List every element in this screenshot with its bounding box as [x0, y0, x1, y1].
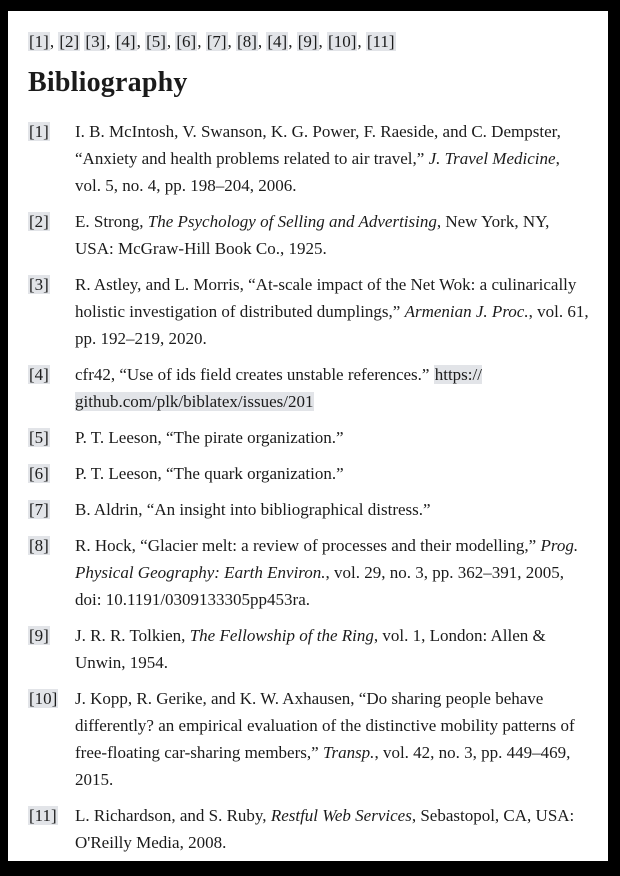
entry-text: [75, 685, 590, 793]
bibliography-entry: [28, 460, 590, 487]
entry-text-segment: L. Richardson, and S. Ruby,: [75, 806, 271, 825]
entry-text: [75, 361, 590, 415]
entry-text: [75, 622, 590, 676]
bibliography-entry: [28, 496, 590, 523]
entry-label-column: [28, 361, 75, 388]
citation-separator: ,: [318, 32, 328, 51]
citation-separator: ,: [257, 32, 267, 51]
entry-label-column: [28, 622, 75, 649]
citation-link[interactable]: [9]: [297, 32, 318, 51]
entry-label[interactable]: [3]: [29, 275, 49, 294]
entry-label[interactable]: [9]: [29, 626, 49, 645]
entry-label[interactable]: [8]: [29, 536, 49, 555]
entry-text: [75, 802, 590, 856]
entry-label[interactable]: [4]: [29, 365, 49, 384]
bibliography-entry: [28, 271, 590, 352]
entry-label[interactable]: [11]: [29, 806, 57, 825]
entry-text-segment: , New York, NY, USA: McGraw-Hill Book Co., 1925.: [75, 212, 550, 258]
bibliography-entry: [28, 208, 590, 262]
citation-link[interactable]: [8]: [237, 32, 257, 51]
entry-text: [75, 532, 590, 613]
document-page: [8, 11, 608, 861]
citation-separator: ,: [106, 32, 115, 51]
entry-title-italic: The Fellowship of the Ring: [189, 626, 374, 645]
entry-title-italic: Armenian J. Proc.: [404, 302, 529, 321]
entry-label-column: [28, 802, 75, 829]
citation-separator: ,: [166, 32, 176, 51]
entry-label-column: [28, 532, 75, 559]
entry-label-column: [28, 685, 75, 712]
citation-link[interactable]: [11]: [366, 32, 395, 51]
entry-label-column: [28, 271, 75, 298]
entry-label[interactable]: [5]: [29, 428, 49, 447]
entry-label-column: [28, 460, 75, 487]
citation-separator: ,: [357, 32, 366, 51]
entry-label[interactable]: [1]: [29, 122, 49, 141]
citation-separator: ,: [227, 32, 237, 51]
citation-link[interactable]: [3]: [85, 32, 106, 51]
entry-url-link[interactable]: https://github.com/plk/biblatex/issues/201: [75, 365, 482, 411]
entry-title-italic: J. Travel Medicine: [428, 149, 556, 168]
entry-text-segment: R. Astley, and L. Morris, “At-scale impact of the Net Wok: a culinarically holistic investigation of distributed dumplings,”: [75, 275, 577, 321]
citation-link[interactable]: [5]: [146, 32, 166, 51]
entry-text-segment: P. T. Leeson, “The pirate organization.”: [75, 428, 344, 447]
bibliography-entry: [28, 685, 590, 793]
citation-link[interactable]: [4]: [115, 32, 136, 51]
entry-text: [75, 424, 590, 451]
entry-text-segment: , vol. 42, no. 3, pp. 449–469, 2015.: [75, 743, 571, 789]
page-title: Bibliography: [28, 67, 188, 98]
citation-link[interactable]: [7]: [206, 32, 227, 51]
entry-text: [75, 460, 590, 487]
bibliography-entry: [28, 424, 590, 451]
entry-title-italic: Restful Web Services: [270, 806, 412, 825]
entry-text-segment: B. Aldrin, “An insight into bibliographical distress.”: [75, 500, 431, 519]
bibliography-entry: [28, 622, 590, 676]
entry-text-segment: J. R. R. Tolkien,: [75, 626, 190, 645]
citation-link[interactable]: [4]: [267, 32, 288, 51]
entry-text: [75, 118, 590, 199]
entry-text-segment: R. Hock, “Glacier melt: a review of processes and their modelling,”: [75, 536, 541, 555]
entry-label-column: [28, 424, 75, 451]
entry-text-segment: P. T. Leeson, “The quark organization.”: [75, 464, 344, 483]
citation-separator: ,: [197, 32, 206, 51]
bibliography-entry: [28, 532, 590, 613]
entry-label[interactable]: [6]: [29, 464, 49, 483]
entry-title-italic: The Psychology of Selling and Advertising: [147, 212, 437, 231]
entry-text-segment: I. B. McIntosh, V. Swanson, K. G. Power, F. Raeside, and C. Dempster, “Anxiety and health problems related to air travel,”: [75, 122, 561, 168]
citation-separator: ,: [136, 32, 146, 51]
citation-link[interactable]: [10]: [328, 32, 357, 51]
entry-title-italic: Transp.: [322, 743, 375, 762]
entry-text-segment: , vol. 61, pp. 192–219, 2020.: [75, 302, 589, 348]
entry-text-segment: , vol. 5, no. 4, pp. 198–204, 2006.: [75, 149, 560, 195]
entry-text: [75, 496, 590, 523]
entry-label[interactable]: [2]: [29, 212, 49, 231]
citation-separator: ,: [49, 32, 59, 51]
entry-label-column: [28, 208, 75, 235]
citation-link[interactable]: [6]: [176, 32, 197, 51]
bibliography-entry: [28, 118, 590, 199]
bibliography-entry: [28, 802, 590, 856]
bibliography-entry: [28, 361, 590, 415]
entry-text-segment: , Sebastopol, CA, USA: O'Reilly Media, 2008.: [75, 806, 575, 852]
entry-text-segment: , vol. 1, London: Allen & Unwin, 1954.: [75, 626, 546, 672]
citation-link[interactable]: [1]: [29, 32, 49, 51]
entry-label[interactable]: [10]: [29, 689, 58, 708]
entry-text: [75, 271, 590, 352]
entry-text-segment: , vol. 29, no. 3, pp. 362–391, 2005, doi: 10.1191/0309133305pp453ra.: [75, 563, 565, 609]
entry-text-segment: cfr42, “Use of ids field creates unstable references.”: [75, 365, 434, 384]
citation-link[interactable]: [2]: [59, 32, 80, 51]
citation-line: [28, 27, 590, 56]
entry-label-column: [28, 496, 75, 523]
entry-label[interactable]: [7]: [29, 500, 49, 519]
citation-separator: ,: [288, 32, 297, 51]
entry-label-column: [28, 118, 75, 145]
bibliography-list: [28, 118, 590, 856]
entry-text: [75, 208, 590, 262]
entry-text-segment: E. Strong,: [75, 212, 148, 231]
entry-title-italic: Prog. Physical Geography: Earth Environ.: [75, 536, 579, 582]
entry-text-segment: J. Kopp, R. Gerike, and K. W. Axhausen, “Do sharing people behave differently? an empirical evaluation of the distinctive mobility patterns of free-floating car-sharing members,”: [75, 689, 575, 762]
